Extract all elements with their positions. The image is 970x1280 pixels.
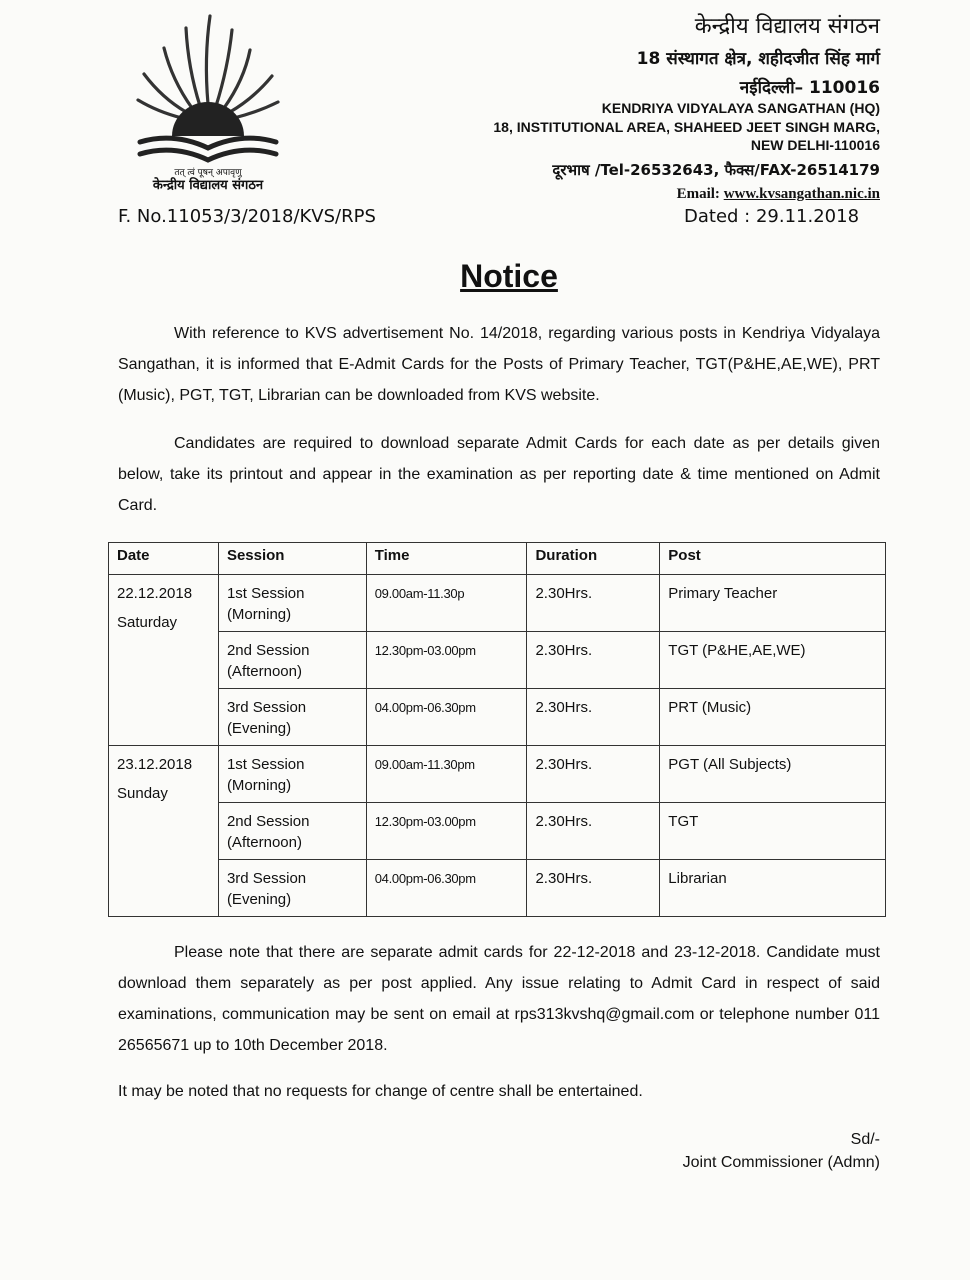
hindi-org-name: केन्द्रीय विद्यालय संगठन [694,14,880,39]
paragraph-3-text: Please note that there are separate admit cards for 22-12-2018 and 23-12-2018. Candidate must download them separately as per post applied. Any issue relating to Admit Card in respect of said examinations, communication may be sent on email at rps313kvshq@gmail.com or telephone number 011 26565671 up to 10th December 2018. [118,944,880,1054]
logo-name: केन्द्रीय विद्यालय संगठन [152,178,264,193]
day-value: Sunday [117,785,168,802]
header-time: Time [366,543,527,575]
table-row [109,803,886,860]
header-duration: Duration [527,543,660,575]
duration-cell: 2.30Hrs. [527,746,660,803]
time-cell: 12.30pm-03.00pm [366,632,527,689]
time-cell: 04.00pm-06.30pm [366,689,527,746]
duration-cell: 2.30Hrs. [527,860,660,917]
date-value: 22.12.2018 [117,585,193,602]
table-row [109,632,886,689]
post-cell: TGT [660,803,886,860]
header-date: Date [109,543,219,575]
address-line1: 18, INSTITUTIONAL AREA, SHAHEED JEET SINGH MARG, [493,119,880,135]
post-cell: PGT (All Subjects) [660,746,886,803]
paragraph-2-text: Candidates are required to download separate Admit Cards for each date as per details given below, take its printout and appear in the examination as per reporting date & time mentioned on Admit Card. [118,435,880,514]
session-cell [218,575,366,632]
session-name: 1st Session [226,585,305,602]
duration-cell: 2.30Hrs. [527,689,660,746]
header-session: Session [218,543,366,575]
paragraph-1 [118,318,880,411]
day-value: Saturday [117,614,178,631]
paragraph-4 [118,1076,880,1107]
session-name: 3rd Session [226,870,307,887]
email-line [677,186,880,203]
paragraph-1-text: With reference to KVS advertisement No. 14/2018, regarding various posts in Kendriya Vidyalaya Sangathan, it is informed that E-Admit Cards for the Posts of Primary Teacher, TGT(P&HE,AE,WE), PRT (Music), PGT, TGT, Librarian can be downloaded from KVS website. [118,325,880,404]
hindi-address: 18 संस्थागत क्षेत्र, शहीदजीत सिंह मार्ग [636,49,880,69]
session-name: 3rd Session [226,699,307,716]
duration-cell: 2.30Hrs. [527,632,660,689]
post-cell: PRT (Music) [660,689,886,746]
date-value: 23.12.2018 [117,756,193,773]
session-period: (Afternoon) [226,834,302,851]
file-number: F. No.11053/3/2018/KVS/RPS [118,206,376,227]
page-title: Notice [460,258,558,294]
session-cell [218,632,366,689]
session-name: 2nd Session [226,642,310,659]
session-period: (Afternoon) [226,663,302,680]
time-cell: 09.00am-11.30pm [366,746,527,803]
org-name: KENDRIYA VIDYALAYA SANGATHAN (HQ) [601,100,880,116]
table-row [109,860,886,917]
schedule-table [108,542,886,917]
table-header-row [109,543,886,575]
phone-fax: दूरभाष /Tel-26532643, फैक्स/FAX-26514179 [552,161,880,179]
date-cell [109,575,219,746]
paragraph-4-text: It may be noted that no requests for change of centre shall be entertained. [118,1083,643,1100]
session-period: (Evening) [226,891,292,908]
session-period: (Evening) [226,720,292,737]
time-cell: 04.00pm-06.30pm [366,860,527,917]
time-cell: 12.30pm-03.00pm [366,803,527,860]
session-period: (Morning) [226,777,292,794]
table-row [109,689,886,746]
logo-motto: तत् त्वं पूषन् अपावृणु [174,168,242,178]
signature-designation: Joint Commissioner (Admn) [682,1154,880,1171]
session-cell [218,803,366,860]
dated: Dated : 29.11.2018 [684,206,860,227]
paragraph-3 [118,937,880,1061]
signature-sd: Sd/- [850,1131,880,1148]
time-cell: 09.00am-11.30p [366,575,527,632]
email-label: Email: [676,186,720,202]
session-name: 1st Session [226,756,305,773]
table-row [109,746,886,803]
post-cell: Librarian [660,860,886,917]
table-row [109,575,886,632]
date-cell [109,746,219,917]
hindi-city: नईदिल्ली– 110016 [739,78,880,98]
session-period: (Morning) [226,606,292,623]
session-name: 2nd Session [226,813,310,830]
address-line2: NEW DELHI-110016 [750,137,880,153]
session-cell [218,746,366,803]
logo-caption [140,168,276,194]
paragraph-2 [118,428,880,521]
header-post: Post [660,543,886,575]
session-cell [218,860,366,917]
duration-cell: 2.30Hrs. [527,575,660,632]
email-link[interactable]: www.kvsangathan.nic.in [723,186,880,202]
post-cell: TGT (P&HE,AE,WE) [660,632,886,689]
session-cell [218,689,366,746]
duration-cell: 2.30Hrs. [527,803,660,860]
post-cell: Primary Teacher [660,575,886,632]
